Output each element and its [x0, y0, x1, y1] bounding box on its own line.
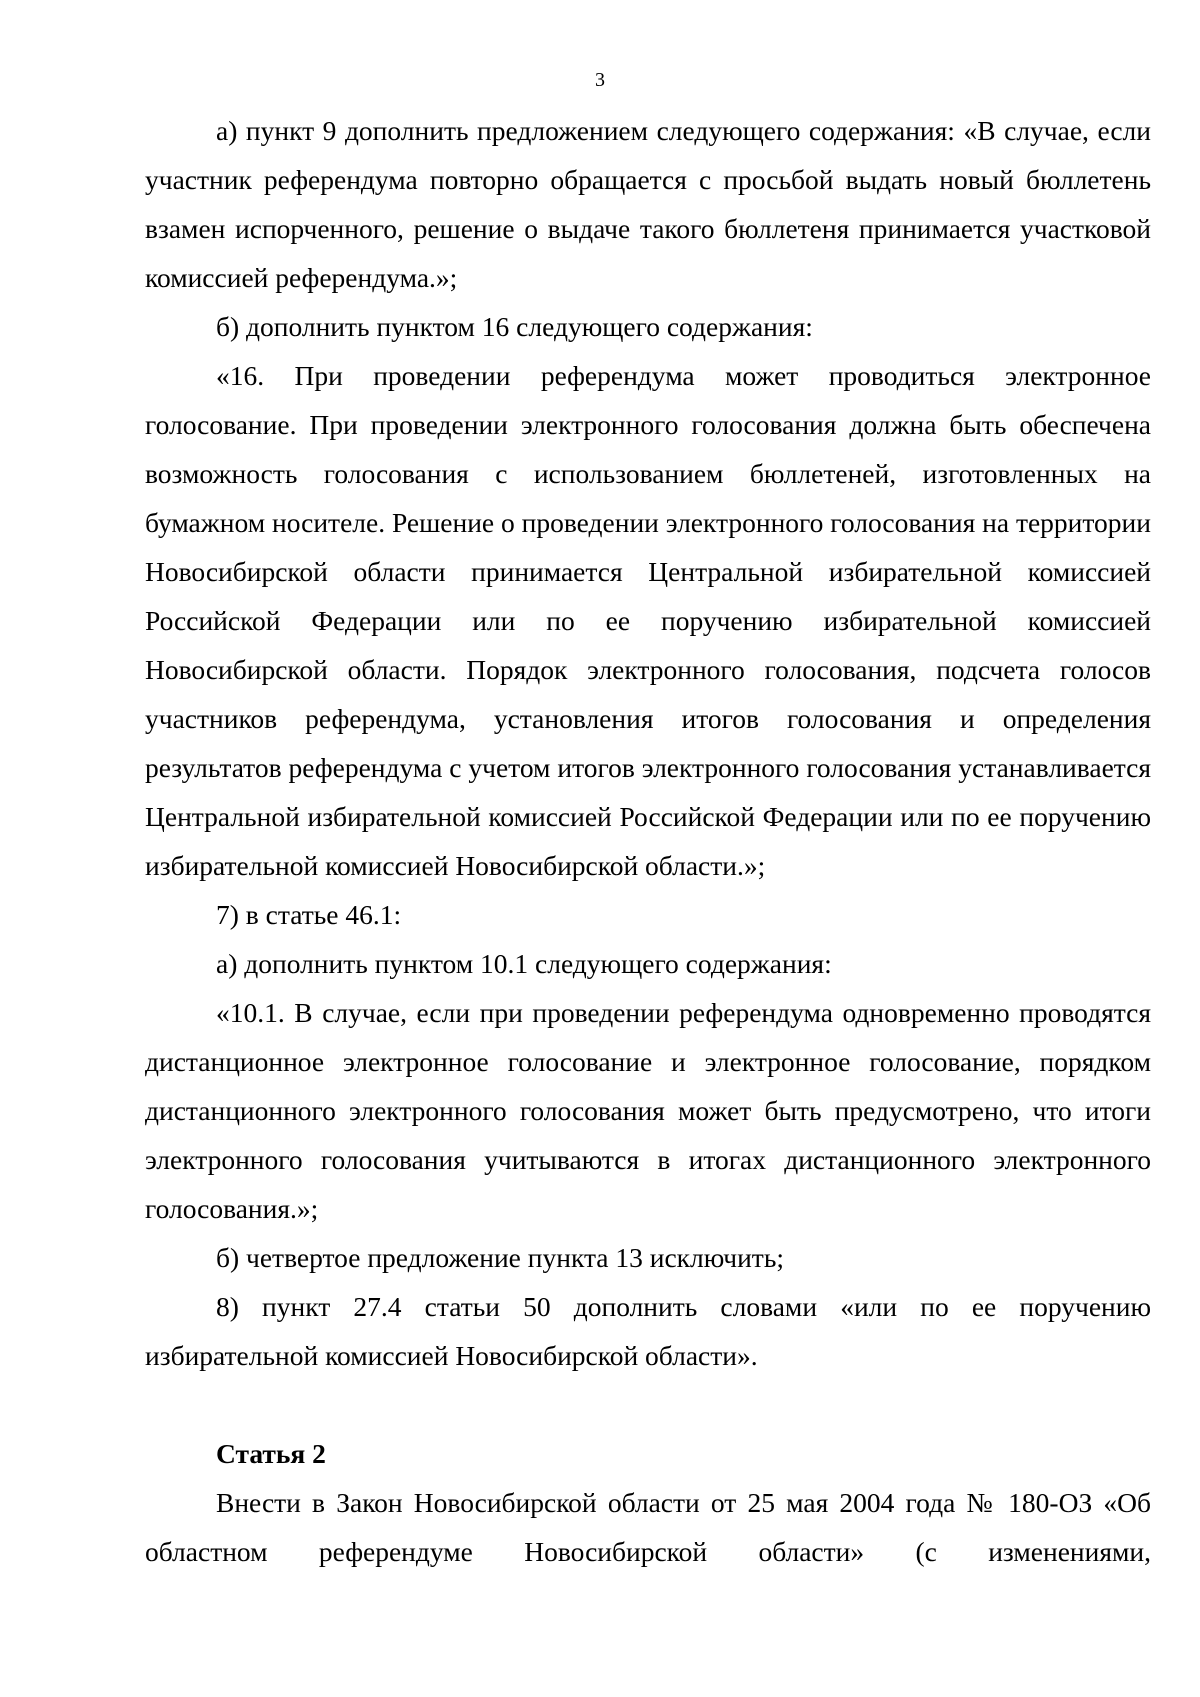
paragraph-item-a-point-9: а) пункт 9 дополнить предложением следующего содержания: «В случае, если участник референдума повторно обращается с просьбой выдать новый бюллетень взамен испорченного, решение о выдаче такого бюллетеня принимается участковой комиссией референдума.»;	[145, 115, 1151, 293]
page-number: 3	[595, 69, 605, 91]
paragraph-item-8-point-27-4: 8) пункт 27.4 статьи 50 дополнить словами «или по ее поручению избирательной комиссией Новосибирской области».	[145, 1291, 1151, 1371]
paragraph-item-b-point-13: б) четвертое предложение пункта 13 исключить;	[216, 1242, 785, 1273]
paragraph-point-10-1-text: «10.1. В случае, если при проведении референдума одновременно проводятся дистанционное электронное голосование и электронное голосование, порядком дистанционного электронного голосования может быть предусмотрено, что итоги электронного голосования учитываются в итогах дистанционного электронного голосования.»;	[145, 997, 1151, 1224]
paragraph-item-7-article-46-1: 7) в статье 46.1:	[216, 899, 402, 930]
article-2-heading: Статья 2	[216, 1438, 326, 1469]
article-2-text: Внести в Закон Новосибирской области от 25 мая 2004 года № 180-ОЗ «Об областном референдуме Новосибирской области» (с изменениями,	[145, 1487, 1151, 1567]
paragraph-item-a-point-10-1-intro: а) дополнить пунктом 10.1 следующего содержания:	[216, 948, 832, 979]
paragraph-item-b-point-16-intro: б) дополнить пунктом 16 следующего содержания:	[216, 311, 813, 342]
document-body	[145, 106, 1151, 1576]
paragraph-point-16-text: «16. При проведении референдума может проводиться электронное голосование. При проведении электронного голосования должна быть обеспечена возможность голосования с использованием бюллетеней, изготовленных на бумажном носителе. Решение о проведении электронного голосования на территории Новосибирской области принимается Центральной избирательной комиссией Российской Федерации или по ее поручению избирательной комиссией Новосибирской области. Порядок электронного голосования, подсчета голосов участников референдума, установления итогов голосования и определения результатов референдума с учетом итогов электронного голосования устанавливается Центральной избирательной комиссией Российской Федерации или по ее поручению избирательной комиссией Новосибирской области.»;	[145, 360, 1151, 881]
